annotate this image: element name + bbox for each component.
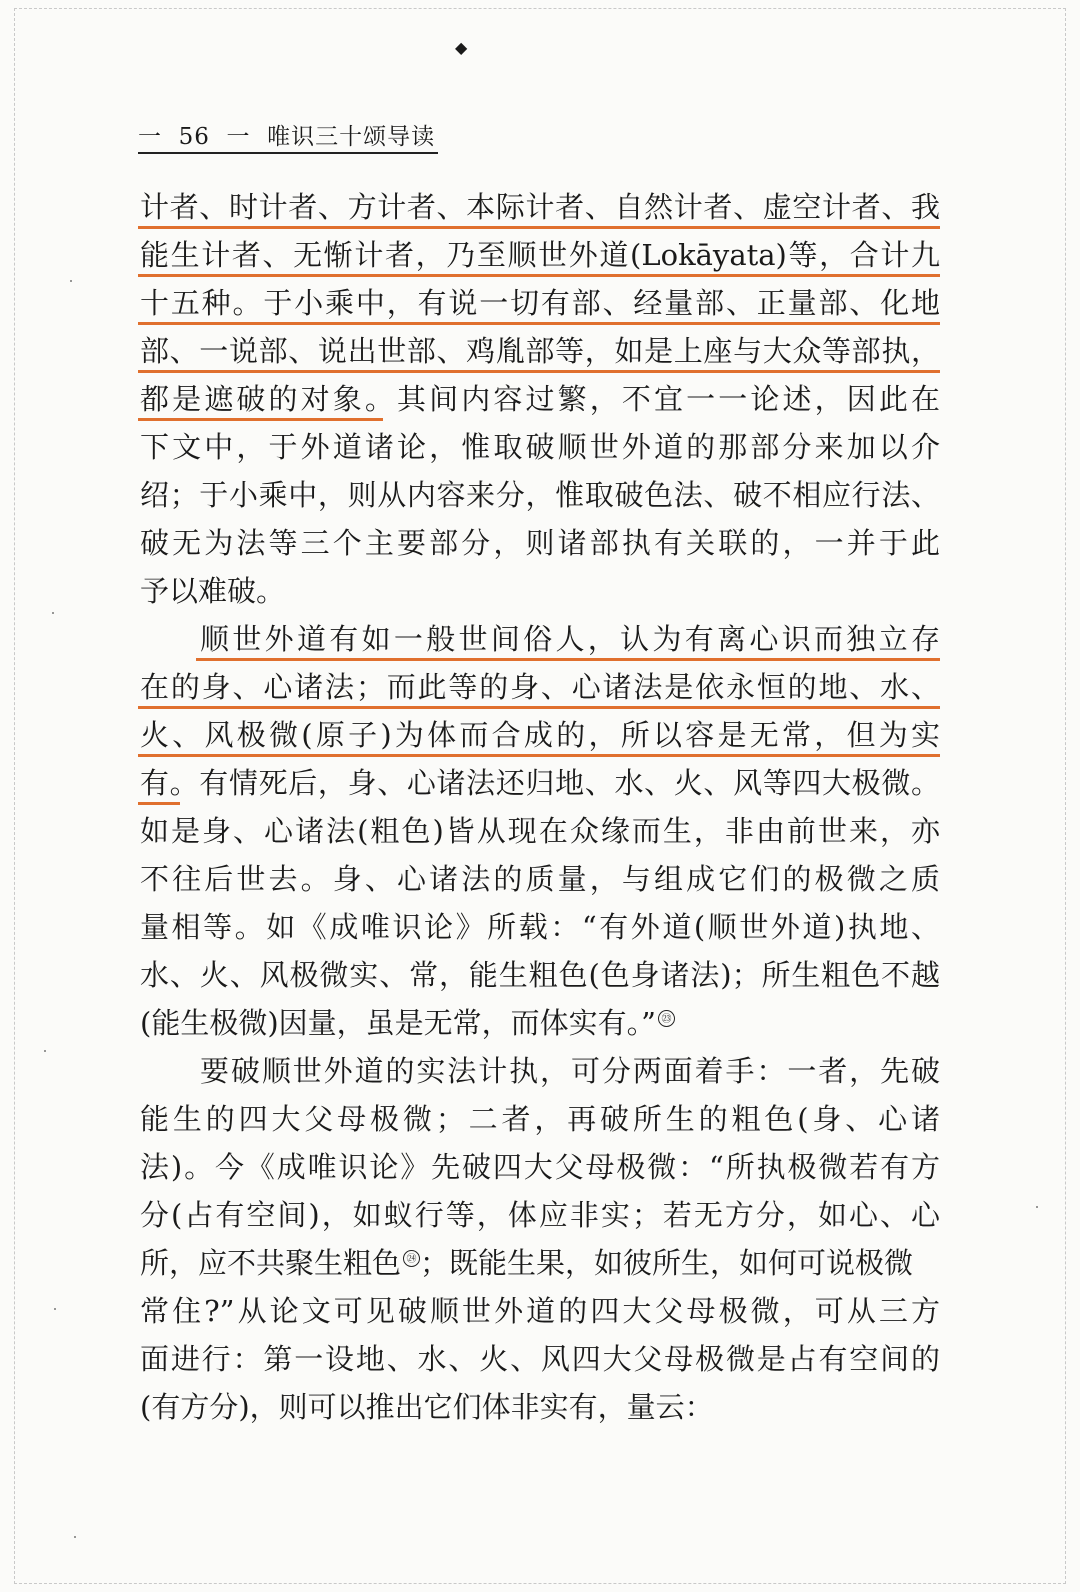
text-line: 有。有情死后，身、心诸法还归地、水、火、风等四大极微。 (140, 766, 940, 800)
text-line: 破无为法等三个主要部分，则诸部执有关联的，一并于此 (140, 526, 940, 560)
text-line: 都是遮破的对象。其间内容过繁，不宜一一论述，因此在 (140, 382, 940, 416)
text-line: 能生计者、无惭计者，乃至顺世外道(Lokāyata)等，合计九 (140, 238, 940, 272)
scan-speck (74, 1536, 76, 1538)
text-fragment: ；既能生果，如彼所生，如何可说极微 (420, 1246, 914, 1280)
scan-speck (1036, 1206, 1038, 1208)
text-fragment: (能生极微)因量，虽是无常，而体实有。” (140, 1006, 656, 1040)
text-line: 面进行：第一设地、水、火、风四大父母极微是占有空间的 (140, 1342, 940, 1376)
text-line (140, 1238, 940, 1288)
ink-dot: ◆ (455, 38, 468, 57)
text-line: 分(占有空间)，如蚁行等，体应非实；若无方分，如心、心 (140, 1198, 940, 1232)
highlight-underline (138, 370, 940, 373)
text-line: 火、风极微(原子)为体而合成的，所以容是无常，但为实 (140, 718, 940, 752)
highlight-underline (138, 274, 940, 277)
header-rule (138, 152, 438, 154)
text-line: 十五种。于小乘中，有说一切有部、经量部、正量部、化地 (140, 286, 940, 320)
text-line: 量相等。如《成唯识论》所载：“有外道(顺世外道)执地、 (140, 910, 940, 944)
scan-speck (54, 1308, 56, 1310)
footnote-marker: ㉓ (658, 1010, 675, 1027)
text-line: 水、火、风极微实、常，能生粗色(色身诸法)；所生粗色不越 (140, 958, 940, 992)
scan-speck (70, 280, 72, 282)
text-fragment: 所，应不共聚生粗色 (140, 1246, 402, 1280)
text-line: 法)。今《成唯识论》先破四大父母极微：“所执极微若有方 (140, 1150, 940, 1184)
text-line: 如是身、心诸法(粗色)皆从现在众缘而生，非由前世来，亦 (140, 814, 940, 848)
text-line: 计者、时计者、方计者、本际计者、自然计者、虚空计者、我 (140, 190, 940, 224)
text-line: 顺世外道有如一般世间俗人，认为有离心识而独立存 (200, 622, 940, 656)
text-line: 在的身、心诸法；而此等的身、心诸法是依永恒的地、水、 (140, 670, 940, 704)
highlight-underline (138, 754, 940, 757)
highlight-underline (138, 802, 180, 805)
highlight-underline (196, 658, 940, 661)
text-line: 不往后世去。身、心诸法的质量，与组成它们的极微之质 (140, 862, 940, 896)
footnote-marker: ㉔ (403, 1250, 420, 1267)
scan-speck (44, 1050, 46, 1052)
scan-speck (52, 612, 54, 614)
text-line: 绍；于小乘中，则从内容来分，惟取破色法、破不相应行法、 (140, 478, 940, 512)
text-line: 下文中，于外道诸论，惟取破顺世外道的那部分来加以介 (140, 430, 940, 464)
text-line (140, 998, 940, 1048)
highlight-underline (138, 418, 383, 421)
text-line: (有方分)，则可以推出它们体非实有，量云： (140, 1390, 714, 1424)
highlight-underline (138, 706, 940, 709)
text-line: 常住?”从论文可见破顺世外道的四大父母极微，可从三方 (140, 1294, 940, 1328)
text-line: 予以难破。 (140, 574, 286, 608)
text-line: 能生的四大父母极微；二者，再破所生的粗色(身、心诸 (140, 1102, 940, 1136)
highlight-underline (138, 226, 940, 229)
highlight-underline (138, 322, 940, 325)
text-line: 要破顺世外道的实法计执，可分两面着手：一者，先破 (200, 1054, 940, 1088)
text-line: 部、一说部、说出世部、鸡胤部等，如是上座与大众等部执， (140, 334, 940, 368)
running-header: 一 56 一 唯识三十颂导读 (138, 124, 436, 150)
